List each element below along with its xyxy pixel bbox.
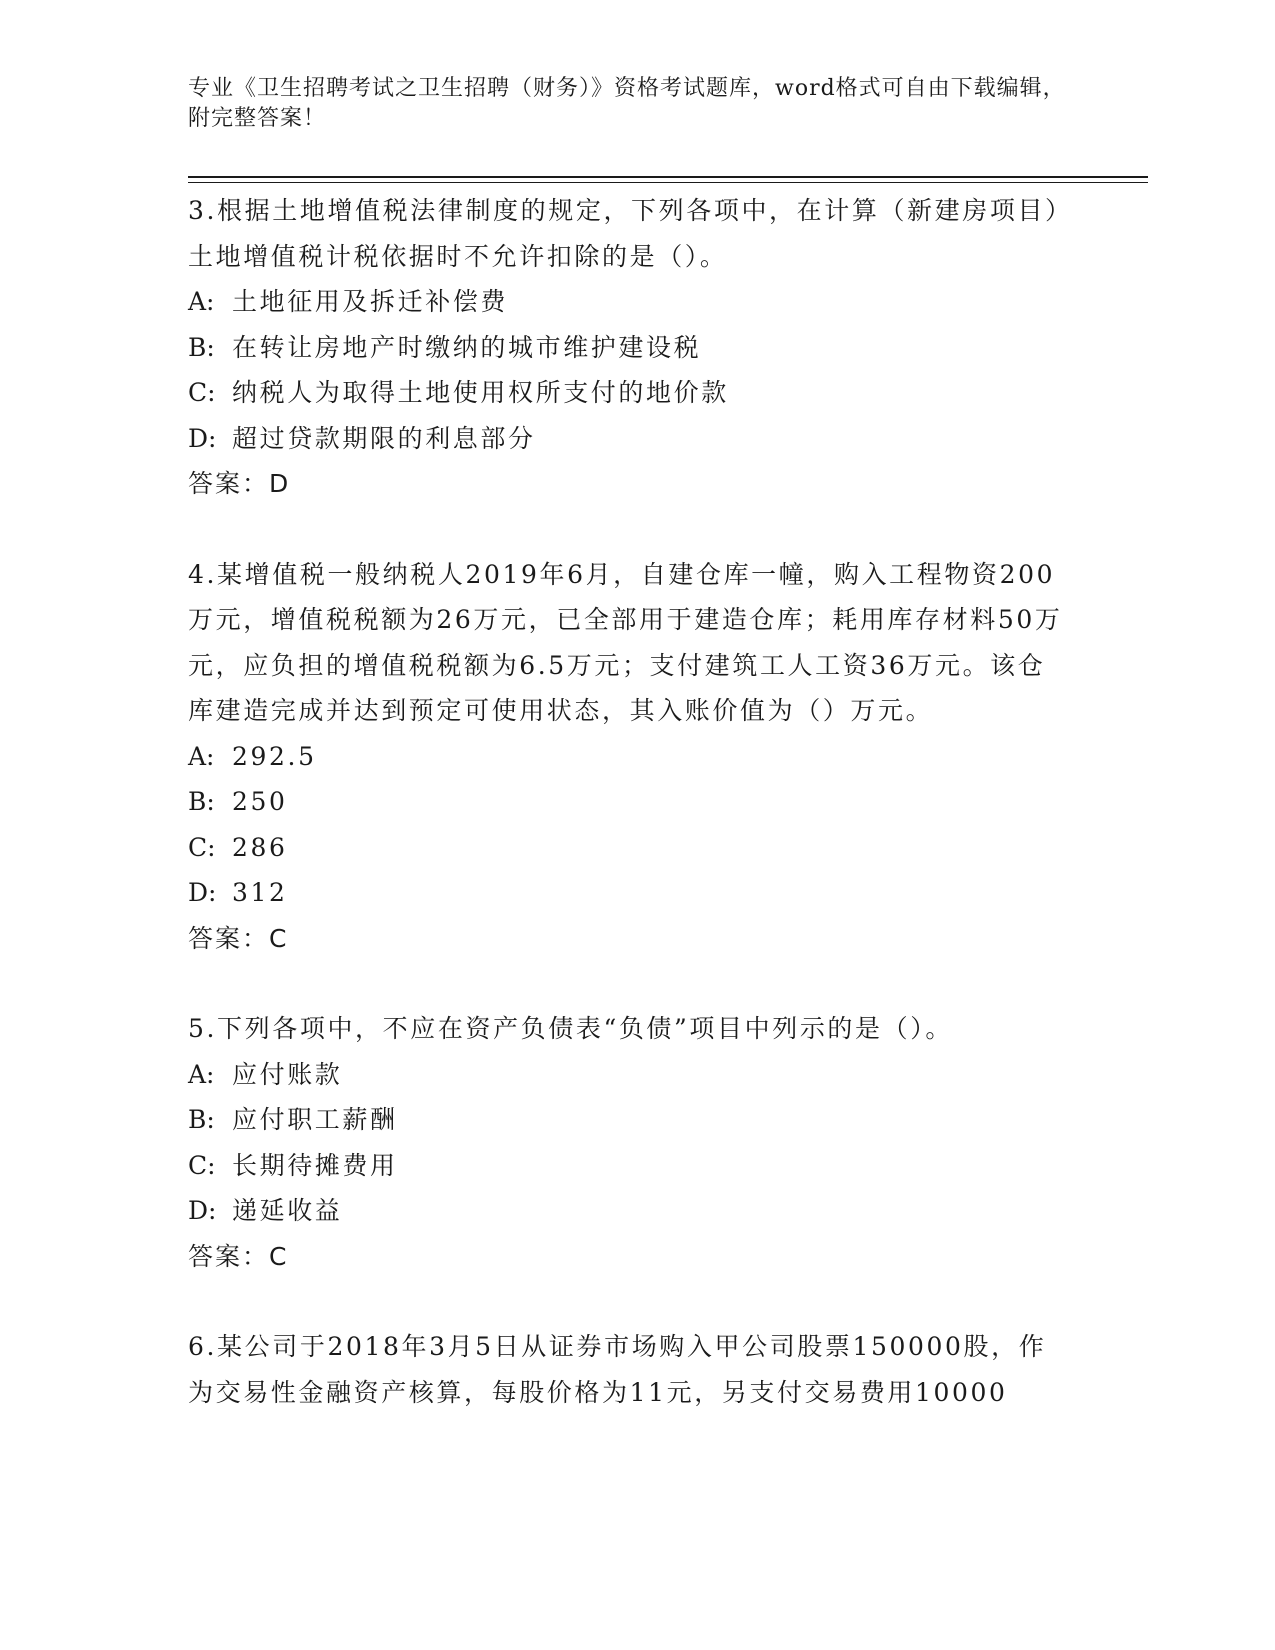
option-text: 长期待摊费用 [232, 1150, 398, 1180]
option-a [188, 1052, 1068, 1098]
option-b [188, 325, 1068, 371]
answer-line: 答案：D [188, 469, 291, 498]
option-a [188, 279, 1068, 325]
option-text: 应付账款 [232, 1059, 343, 1089]
option-key: A: [188, 1059, 215, 1089]
option-c [188, 1143, 1068, 1189]
option-text: 超过贷款期限的利息部分 [232, 423, 536, 453]
option-text: 312 [232, 878, 288, 907]
option-b [188, 779, 1068, 825]
question-5 [188, 1006, 1068, 1279]
option-key: B: [188, 787, 215, 816]
option-text: 在转让房地产时缴纳的城市维护建设税 [232, 332, 702, 362]
option-key: C: [188, 832, 216, 862]
header-divider-thin [188, 182, 1148, 183]
option-c [188, 370, 1068, 416]
header-divider-thick [188, 176, 1148, 178]
question-stem: 3.根据土地增值税法律制度的规定，下列各项中，在计算（新建房项目）土地增值税计税依据时不允许扣除的是（）。 [188, 196, 1061, 271]
question-stem: 6.某公司于2018年3月5日从证券市场购入甲公司股票150000股，作为交易性金融资产核算，每股价格为11元，另支付交易费用10000 [188, 1332, 1047, 1407]
option-text: 递延收益 [232, 1196, 343, 1225]
spacer [188, 1279, 1068, 1324]
option-text: 应付职工薪酬 [232, 1105, 398, 1134]
option-text: 250 [232, 787, 288, 816]
option-key: B: [188, 1105, 215, 1134]
option-b [188, 1097, 1068, 1143]
option-text: 292.5 [232, 741, 317, 771]
option-c [188, 825, 1068, 871]
option-d [188, 1188, 1068, 1234]
option-key: C: [188, 378, 216, 407]
option-d [188, 870, 1068, 916]
option-key: B: [188, 332, 215, 362]
spacer [188, 961, 1068, 1006]
spacer [188, 507, 1068, 552]
option-key: D: [188, 1196, 217, 1225]
question-3 [188, 188, 1068, 507]
option-key: A: [188, 287, 215, 316]
option-text: 286 [232, 832, 288, 862]
option-d [188, 416, 1068, 462]
option-key: D: [188, 423, 217, 453]
option-a [188, 734, 1068, 780]
question-stem: 5.下列各项中，不应在资产负债表“负债”项目中列示的是（）。 [188, 1014, 953, 1043]
question-stem: 4.某增值税一般纳税人2019年6月，自建仓库一幢，购入工程物资200万元，增值税税额为26万元，已全部用于建造仓库；耗用库存材料50万元，应负担的增值税税额为6.5万元；支付建筑工人工资36万元。该仓库建造完成并达到预定可使用状态，其入账价值为（）万元。 [188, 559, 1063, 725]
option-key: A: [188, 741, 215, 771]
question-list [188, 188, 1068, 1415]
option-key: D: [188, 878, 217, 907]
option-key: C: [188, 1150, 216, 1180]
document-header-title: 专业《卫生招聘考试之卫生招聘（财务）》资格考试题库，word格式可自由下载编辑，附完整答案！ [188, 76, 1066, 131]
answer-line: 答案：C [188, 1241, 289, 1271]
question-4 [188, 552, 1068, 962]
question-6 [188, 1324, 1068, 1415]
option-text: 纳税人为取得土地使用权所支付的地价款 [232, 378, 729, 407]
answer-line: 答案：C [188, 923, 289, 953]
option-text: 土地征用及拆迁补偿费 [232, 287, 509, 316]
